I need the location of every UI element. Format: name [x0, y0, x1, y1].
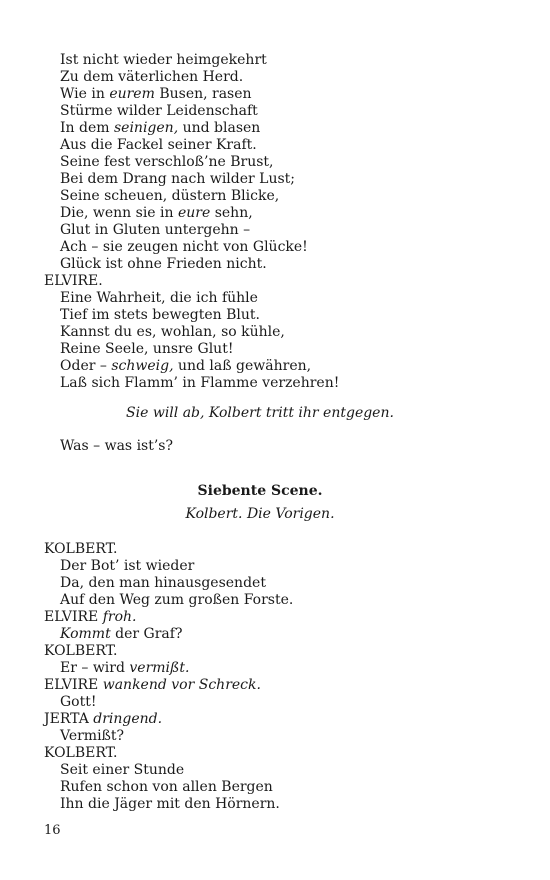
verse-line: [60, 694, 97, 710]
italic-text: wankend vor Schreck.: [102, 677, 261, 693]
text-run: Tief im stets bewegten Blut.: [60, 307, 261, 323]
text-run: Busen, rasen: [154, 86, 252, 102]
verse-line: [60, 762, 184, 778]
verse-line: [60, 222, 250, 238]
verse-line: [60, 154, 273, 170]
italic-text: eure: [177, 205, 211, 221]
text-run: In dem: [60, 120, 114, 136]
speaker-line: [44, 541, 117, 557]
speaker-line: [44, 677, 261, 693]
verse-line: [60, 728, 124, 744]
text-run: Er – wird: [60, 660, 130, 676]
text-run: Da, den man hinausgesendet: [60, 575, 266, 591]
text-run: Eine Wahrheit, die ich fühle: [60, 290, 258, 306]
text-run: Siebente Scene.: [197, 483, 323, 499]
text-run: Auf den Weg zum großen Forste.: [60, 592, 294, 608]
verse-line: [60, 324, 285, 340]
italic-text: Sie will ab, Kolbert tritt ihr entgegen.: [126, 405, 394, 421]
text-run: der Graf?: [110, 626, 183, 642]
text-run: Glut in Gluten untergehn –: [60, 222, 251, 238]
italic-text: eurem: [109, 86, 155, 102]
speaker-line: [44, 745, 117, 761]
text-run: Laß sich Flamm’ in Flamme verzehren!: [60, 375, 340, 391]
direction-line: [0, 506, 520, 522]
verse-line: [60, 341, 233, 357]
verse-line: [60, 103, 258, 119]
text-run: KOLBERT.: [44, 745, 118, 761]
text-run: Seine scheuen, düstern Blicke,: [60, 188, 280, 204]
speaker-line: [44, 711, 162, 727]
text-run: Kannst du es, wohlan, so kühle,: [60, 324, 285, 340]
verse-line: [60, 188, 279, 204]
text-run: Wie in: [60, 86, 110, 102]
page-number: 16: [44, 823, 61, 838]
verse-line: [60, 171, 295, 187]
italic-text: schweig,: [111, 358, 174, 374]
text-run: Oder –: [60, 358, 112, 374]
verse-line: [60, 558, 194, 574]
verse-line: [60, 626, 182, 642]
italic-text: Kolbert. Die Vorigen.: [185, 506, 335, 522]
text-run: sehn,: [210, 205, 253, 221]
text-run: Reine Seele, unsre Glut!: [60, 341, 234, 357]
verse-line: [60, 205, 253, 221]
text-run: Zu dem väterlichen Herd.: [60, 69, 244, 85]
verse-line: [60, 307, 260, 323]
verse-line: [60, 592, 293, 608]
italic-text: froh.: [102, 609, 137, 625]
text-run: Stürme wilder Leidenschaft: [60, 103, 258, 119]
verse-line: [60, 375, 339, 391]
text-run: und laß gewähren,: [173, 358, 312, 374]
verse-line: [60, 779, 273, 795]
verse-line: [60, 137, 257, 153]
text-run: JERTA: [44, 711, 94, 727]
text-run: Aus die Fackel seiner Kraft.: [60, 137, 257, 153]
text-run: Die, wenn sie in: [60, 205, 178, 221]
text-run: Seine fest verschloß’ne Brust,: [60, 154, 274, 170]
verse-line: [60, 796, 280, 812]
verse-line: [60, 52, 267, 68]
text-run: Was – was ist’s?: [60, 438, 173, 454]
text-run: ELVIRE: [44, 609, 103, 625]
verse-line: [60, 438, 173, 454]
speaker-line: [44, 273, 103, 289]
text-run: KOLBERT.: [44, 643, 118, 659]
text-run: Der Bot’ ist wieder: [60, 558, 195, 574]
verse-line: [60, 256, 267, 272]
text-run: Ach – sie zeugen nicht von Glücke!: [60, 239, 308, 255]
text-run: Bei dem Drang nach wilder Lust;: [60, 171, 296, 187]
text-run: Ist nicht wieder heimgekehrt: [60, 52, 267, 68]
text-run: ELVIRE.: [44, 273, 103, 289]
direction-line: [0, 405, 520, 421]
verse-line: [60, 69, 243, 85]
text-run: Gott!: [60, 694, 97, 710]
text-run: KOLBERT.: [44, 541, 118, 557]
speaker-line: [44, 643, 117, 659]
heading-line: [0, 483, 520, 499]
speaker-line: [44, 609, 137, 625]
text-run: ELVIRE: [44, 677, 103, 693]
verse-line: [60, 660, 189, 676]
verse-line: [60, 575, 266, 591]
text-run: Glück ist ohne Frieden nicht.: [60, 256, 267, 272]
verse-line: [60, 86, 252, 102]
verse-line: [60, 120, 260, 136]
italic-text: Kommt: [60, 626, 111, 642]
text-run: Seit einer Stunde: [60, 762, 185, 778]
italic-text: seinigen,: [113, 120, 179, 136]
verse-line: [60, 290, 258, 306]
verse-line: [60, 358, 311, 374]
text-run: Vermißt?: [60, 728, 125, 744]
text-run: Ihn die Jäger mit den Hörnern.: [60, 796, 280, 812]
verse-line: [60, 239, 308, 255]
italic-text: vermißt.: [129, 660, 190, 676]
text-run: Rufen schon von allen Bergen: [60, 779, 273, 795]
text-run: und blasen: [178, 120, 261, 136]
italic-text: dringend.: [93, 711, 163, 727]
